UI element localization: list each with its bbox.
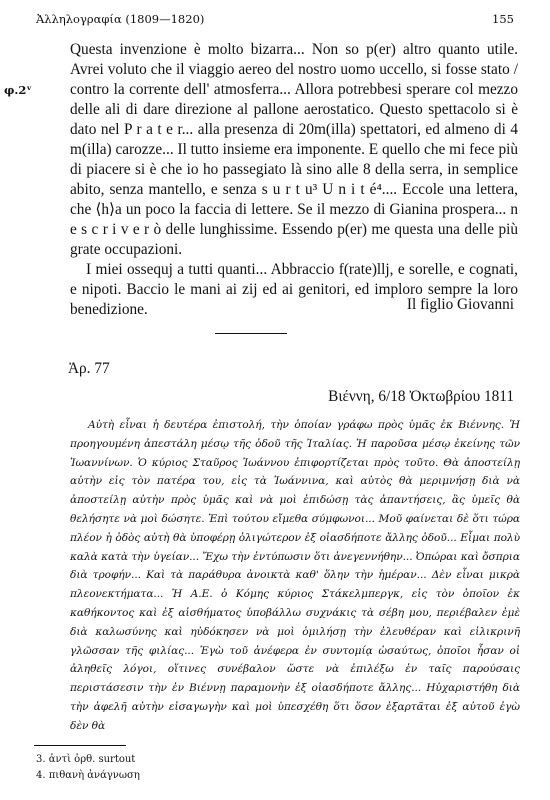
running-head [36,12,514,26]
italian-letter-text [70,40,518,320]
footnote-4: 4. πιθανὴ ἀνάγνωση [36,770,140,781]
greek-paragraph: Αὐτὴ εἶναι ἡ δευτέρα ἐπιστολή, τὴν ὁποίαν γράφω πρὸς ὑμᾶς ἐκ Βιέννης. Ἡ προηγουμένη ἀπεστάλη μέσῳ τῆς ὁδοῦ τῆς Ἰταλίας. Ἡ παροῦσα μέσῳ ἐκείνης τῶν Ἰωαννίνων. Ὁ κύριος Σταῦρος Ἰωάννου ἐπιφορτίζεται πρὸς τοῦτο. Θὰ ἀποστείλῃ αὐτὴν εἰς τὸν πατέρα του, εἰς τὰ Ἰωάννινα, καὶ αὐτὸς θὰ μεριμνήσῃ διὰ νὰ ἀποστείλῃ αὐτὴν πρὸς ὑμᾶς καὶ νὰ μοὶ ἐπιδώσῃ τὰς ἀπαντήσεις, ἃς ὑμεῖς θὰ θελήσητε νὰ μοὶ δώσητε. Ἐπὶ τούτου εἴμεθα σύμφωνοι... Μοῦ φαίνεται δὲ ὅτι τώρα πλέον ἡ ὁδὸς αὐτὴ θὰ ὑποφέρῃ ὀλιγώτερον ἐξ οἱασδήποτε ἄλλης ὁδοῦ... Εἶμαι πολὺ καλὰ κατὰ τὴν ὑγείαν... Ἔχω τὴν ἐντύπωσιν ὅτι ἀνεγεννήθην... Ὀπώραι καὶ ὄσπρια διὰ τροφήν... Καὶ τὰ παράθυρα ἀνοικτὰ καθ' ὅλην τὴν ἡμέραν... Δὲν εἶναι μικρὰ πλεονεκτήματα... Ἡ Α.Ε. ὁ Κόμης κύριος Στάκελμπεργκ, εἰς τὸν ὁποῖον ἐκ καθήκοντος καὶ ἐξ αἰσθήματος ὑποβάλλω συχνάκις τὰ σέβη μου, περιέβαλεν ἐμὲ διὰ καλωσύνης καὶ ηὐδόκησεν νὰ μοὶ ὁμιλήσῃ τὴν ἐλευθέραν καὶ εἰλικρινῆ γλῶσσαν τῆς φιλίας... Ἐγὼ τοῦ ἀνέφερα ἐν συντομίᾳ ὡσαύτως, ὁποῖοι ἦσαν οἱ ἀληθεῖς λόγοι, οἵτινες συνέβαλον ὥστε νὰ ἐπιλέξω ἐν ταῖς παρούσαις περιστάσεσιν τὴν ἐν Βιέννῃ παραμονὴν ἐξ οἱασδήποτε ἄλλης... Ηὐχαριστήθη διὰ τὴν ἀφελῆ αὐτὴν εἰσαγωγὴν καὶ μοὶ ὑπεσχέθη ὅτι ὅσον ἐξαρτᾶται ἐξ αὐτοῦ ἐγὼ δὲν θὰ [70,419,520,732]
section-separator-rule [215,333,287,334]
folio-margin-note: φ.2ᵛ [4,83,33,97]
letter-dateline: Βιέννη, 6/18 Ὀκτωβρίου 1811 [328,388,514,405]
page-number: 155 [492,12,514,26]
footnote-3: 3. ἀντὶ ὀρθ. surtout [36,754,136,765]
italian-paragraph-1: Questa invenzione è molto bizarra... Non so p(er) altro quanto utile. Avrei voluto che il viaggio aereo del nostro uomo uccello, si fosse stato / contro la corrente dell' atmosferra... Allora potrebbesi sperare col mezzo delle ali di dare direzione al pallone aerostatico. Questo spettacolo si è dato nel P r a t e r... alla presenza di 20m(illa) spettatori, ed almeno di 4 m(illa) carozze... Il tutto insieme era imponente. E quello che mi fece più di piacere si è che io ho passegiato là sino alle 8 della serra, in semplice abito, senza mantello, e senza s u r t u³ U n i t é⁴.... Eccole una lettera, che ⟨h⟩a un poco la faccia di lettere. Se il mezzo di Gianina prospera... n e s c r i v e r ò delle lunghissime. Essendo p(er) me questa una delle più grate occupazioni. [70,41,518,258]
footnotes [36,752,140,784]
signature: Il figlio Giovanni [406,296,514,313]
italian-paragraph-2: I miei ossequj a tutti quanti... Abbraccio f(rate)llj, e sorelle, e cognati, e nipoti. Baccio le mani ai zij ed ai genitori, ed imploro sempre la loro benedizione. [70,261,518,318]
greek-letter-text [70,416,520,736]
running-head-title: Ἀλληλογραφία (1809—1820) [36,12,205,26]
letter-number: Ἀρ. 77 [68,360,110,377]
footnote-rule [34,745,126,746]
